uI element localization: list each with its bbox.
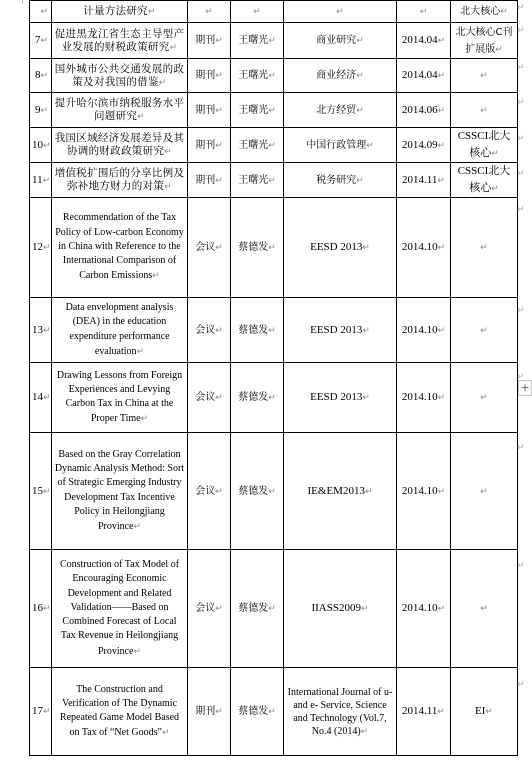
author-name-text: 蔡德发	[238, 324, 269, 336]
author-name	[231, 298, 284, 363]
paragraph-mark: ↵	[437, 104, 446, 115]
publication-type	[188, 668, 231, 756]
paragraph-mark: ↵	[480, 104, 488, 115]
venue-name-text: 商业经济	[316, 70, 357, 81]
table-row	[30, 1, 518, 23]
paragraph-mark: ↵	[336, 6, 344, 16]
publication-date	[397, 433, 451, 550]
venue-name	[284, 1, 397, 23]
row-index	[30, 668, 52, 756]
venue-name-text: 商业研究	[316, 35, 357, 46]
paragraph-mark: ↵	[437, 139, 446, 150]
table-row	[30, 198, 518, 298]
publication-type	[188, 550, 231, 668]
publication-date	[397, 59, 451, 93]
paper-title	[52, 59, 188, 93]
row-end-mark: ↵	[517, 2, 525, 12]
paper-title	[52, 298, 188, 363]
paragraph-mark: ↵	[215, 485, 223, 496]
paper-title	[52, 128, 188, 163]
paragraph-mark: ↵	[43, 485, 51, 496]
left-margin	[0, 0, 29, 766]
paragraph-mark: ↵	[480, 485, 488, 496]
venue-name-text: 北方经贸	[316, 104, 357, 116]
publication-date-text: 2014.10	[401, 484, 438, 497]
publication-type-text: 期刊	[195, 70, 216, 81]
paragraph-mark: ↵	[437, 174, 445, 185]
index-level-text: CSSCI北大核心	[457, 165, 511, 194]
paper-title-text: The Construction and Verification of The Dynamic Repeated Game Model Based on Tax of “Net Goods”	[59, 683, 180, 739]
paragraph-mark: ↵	[40, 70, 48, 80]
index-level	[451, 1, 518, 23]
paragraph-mark: ↵	[164, 181, 173, 191]
row-end-mark: ↵	[517, 305, 525, 315]
paragraph-mark: ↵	[164, 146, 173, 156]
paragraph-mark: ↵	[495, 43, 503, 54]
row-index-text: 17	[32, 705, 43, 717]
paper-title	[52, 433, 188, 550]
paragraph-mark: ↵	[205, 6, 213, 16]
paragraph-mark: ↵	[268, 392, 276, 402]
paragraph-mark: ↵	[356, 174, 364, 185]
author-name	[231, 433, 284, 550]
paragraph-mark: ↵	[480, 70, 488, 80]
author-name	[231, 668, 284, 756]
row-index-text: 10	[32, 138, 43, 151]
author-name	[231, 1, 284, 23]
author-name	[231, 93, 284, 128]
venue-name	[284, 59, 397, 93]
paper-title	[52, 93, 188, 128]
venue-name	[284, 550, 397, 668]
paper-title-text: Drawing Lessons from Foreign Experiences and Levying Carbon Tax in China at the Proper Time	[56, 369, 183, 425]
row-end-mark: ↵	[517, 168, 525, 178]
index-level-text: EI	[475, 705, 486, 717]
paragraph-mark: ↵	[43, 706, 51, 716]
paper-title	[52, 198, 188, 298]
paragraph-mark: ↵	[437, 242, 446, 252]
publication-date-text: 2014.10	[401, 602, 438, 614]
publication-type-text: 会议	[195, 603, 216, 614]
paragraph-mark: ↵	[437, 603, 446, 613]
paragraph-mark: ↵	[158, 76, 167, 87]
row-index-text: 8	[34, 69, 41, 81]
paragraph-mark: ↵	[133, 520, 142, 531]
paper-title-text: 国外城市公共交通发展的政策及对我国的借鉴	[54, 62, 185, 88]
venue-name	[284, 23, 397, 59]
author-name-text: 王曙光	[238, 174, 269, 186]
row-index-text: 12	[32, 241, 43, 253]
row-index	[30, 1, 52, 23]
paper-title-text: 计量方法研究	[83, 5, 148, 17]
row-end-mark: ↵	[517, 442, 525, 452]
paragraph-mark: ↵	[485, 706, 493, 716]
paragraph-mark: ↵	[215, 104, 223, 115]
paragraph-mark: ↵	[356, 104, 364, 115]
publication-table	[29, 0, 518, 756]
paragraph-mark: ↵	[43, 603, 51, 613]
paper-title-text: 促进黑龙江省生态主导型产业发展的财税政策研究	[54, 27, 185, 53]
publication-type-text: 会议	[195, 242, 216, 253]
author-name-text: 王曙光	[238, 139, 269, 151]
paper-title	[52, 668, 188, 756]
publication-date-text: 2014.06	[401, 103, 438, 116]
paragraph-mark: ↵	[169, 41, 178, 52]
paragraph-mark: ↵	[140, 413, 149, 424]
table-row	[30, 128, 518, 163]
author-name	[231, 163, 284, 198]
paragraph-mark: ↵	[491, 183, 499, 193]
author-name-text: 蔡德发	[238, 485, 269, 497]
paragraph-mark: ↵	[362, 392, 370, 402]
paragraph-mark: ↵	[40, 35, 48, 45]
paragraph-mark: ↵	[43, 139, 51, 150]
paragraph-mark: ↵	[491, 148, 499, 158]
publication-type-text: 期刊	[195, 706, 216, 717]
venue-name	[284, 433, 397, 550]
paragraph-mark: ↵	[500, 6, 508, 16]
paragraph-mark: ↵	[215, 35, 223, 45]
venue-name-text: International Journal of u- and e- Service, Science and Technology (Vol.7, No.4 (2014)	[287, 686, 393, 737]
paragraph-mark: ↵	[215, 70, 223, 80]
index-level	[451, 59, 518, 93]
paragraph-mark: ↵	[215, 603, 223, 613]
row-index-text: 9	[34, 103, 41, 116]
row-index	[30, 550, 52, 668]
paper-title-text: 增值税扩围后的分享比例及弥补地方财力的对策	[54, 167, 185, 192]
paragraph-mark: ↵	[437, 70, 446, 80]
row-index-text: 13	[32, 323, 43, 336]
publication-type-text: 期刊	[195, 35, 216, 46]
publication-date	[397, 198, 451, 298]
paragraph-mark: ↵	[364, 485, 373, 496]
paragraph-mark: ↵	[215, 139, 223, 150]
index-level	[451, 198, 518, 298]
venue-name-text: 税务研究	[316, 174, 357, 186]
page-corner-mark	[22, 0, 23, 4]
publication-type	[188, 298, 231, 363]
add-row-button[interactable]: +	[518, 380, 532, 396]
publication-date	[397, 1, 451, 23]
paragraph-mark: ↵	[437, 324, 446, 335]
publication-date	[397, 363, 451, 433]
row-index-text: 16	[32, 602, 43, 614]
paragraph-mark: ↵	[437, 392, 446, 402]
paragraph-mark: ↵	[215, 174, 223, 185]
paragraph-mark: ↵	[268, 242, 276, 252]
paragraph-mark: ↵	[253, 6, 261, 16]
paper-title	[52, 363, 188, 433]
author-name-text: 蔡德发	[238, 706, 269, 717]
row-index	[30, 23, 52, 59]
paragraph-mark: ↵	[215, 324, 223, 335]
table-row	[30, 298, 518, 363]
publication-type-text: 期刊	[195, 104, 216, 116]
paragraph-mark: ↵	[360, 603, 369, 613]
publication-date-text: 2014.04	[401, 34, 438, 46]
publication-date-text: 2014.10	[401, 391, 438, 403]
paragraph-mark: ↵	[362, 324, 370, 335]
publication-date	[397, 668, 451, 756]
publication-type	[188, 163, 231, 198]
publication-date-text: 2014.09	[401, 138, 438, 151]
row-end-mark: ↵	[517, 25, 525, 35]
paragraph-mark: ↵	[161, 727, 170, 738]
venue-name	[284, 668, 397, 756]
publication-type	[188, 93, 231, 128]
paragraph-mark: ↵	[40, 104, 48, 115]
publication-date-text: 2014.11	[402, 173, 438, 186]
table-row	[30, 93, 518, 128]
publication-date-text: 2014.04	[401, 69, 438, 81]
paragraph-mark: ↵	[215, 392, 223, 402]
publication-date	[397, 93, 451, 128]
index-level	[451, 128, 518, 163]
venue-name	[284, 363, 397, 433]
publication-type-text: 会议	[195, 392, 216, 403]
paragraph-mark: ↵	[43, 392, 51, 402]
venue-name	[284, 93, 397, 128]
paragraph-mark: ↵	[437, 35, 446, 45]
row-end-mark: ↵	[517, 97, 525, 107]
author-name-text: 王曙光	[238, 35, 269, 46]
paragraph-mark: ↵	[362, 242, 370, 252]
paragraph-mark: ↵	[147, 6, 156, 16]
paragraph-mark: ↵	[268, 139, 276, 150]
table-row	[30, 23, 518, 59]
publication-type-text: 会议	[195, 324, 216, 336]
venue-name-text: EESD 2013	[310, 391, 363, 403]
row-end-mark: ↵	[517, 204, 525, 214]
table-row	[30, 163, 518, 198]
publication-type-text: 会议	[195, 485, 216, 497]
paragraph-mark: ↵	[42, 174, 51, 185]
row-index-text: 11	[32, 173, 43, 186]
venue-name-text: IIASS2009	[311, 602, 361, 614]
index-level	[451, 298, 518, 363]
publication-date-text: 2014.10	[401, 323, 438, 336]
publication-date	[397, 298, 451, 363]
index-level	[451, 550, 518, 668]
paper-title-text: Recommendation of the Tax Policy of Low-carbon Economy in China with Reference to the International Comparison of Carbon Emissions	[55, 212, 184, 282]
venue-name-text: IE&EM2013	[307, 484, 365, 497]
row-index	[30, 93, 52, 128]
row-index	[30, 298, 52, 363]
author-name-text: 蔡德发	[238, 392, 269, 403]
row-end-mark: ↵	[517, 679, 525, 689]
row-index	[30, 198, 52, 298]
paper-title-text: Construction of Tax Model of Encouraging Economic Development and Related Validation——Based on Combined Forecast of Local Tax Revenue in Heilongjiang Province	[59, 559, 180, 657]
venue-name-text: EESD 2013	[310, 323, 363, 336]
publication-type	[188, 59, 231, 93]
author-name-text: 蔡德发	[238, 242, 269, 253]
row-end-mark: ↵	[517, 560, 525, 570]
row-end-mark: ↵	[517, 133, 525, 143]
paragraph-mark: ↵	[43, 242, 51, 252]
row-end-mark: ↵	[517, 371, 525, 381]
paper-title	[52, 550, 188, 668]
author-name-text: 蔡德发	[238, 603, 269, 614]
paragraph-mark: ↵	[268, 485, 276, 496]
index-level-text: CSSCI北大核心	[457, 130, 511, 159]
publication-type	[188, 433, 231, 550]
author-name	[231, 128, 284, 163]
paper-title-text: 提升哈尔滨市纳税服务水平问题研究	[54, 97, 185, 122]
venue-name	[284, 298, 397, 363]
publication-date	[397, 23, 451, 59]
publication-type	[188, 128, 231, 163]
table-row	[30, 550, 518, 668]
table-row	[30, 59, 518, 93]
index-level	[451, 93, 518, 128]
author-name	[231, 363, 284, 433]
paragraph-mark: ↵	[136, 345, 145, 356]
paper-title-text: Data envelopment analysis (DEA) in the education expenditure performance evaluation	[65, 302, 174, 357]
paragraph-mark: ↵	[480, 242, 488, 252]
index-level	[451, 23, 518, 59]
row-index-text: 7	[34, 34, 41, 46]
author-name	[231, 59, 284, 93]
row-index-text: 14	[32, 391, 43, 403]
publication-type	[188, 23, 231, 59]
paragraph-mark: ↵	[43, 324, 51, 335]
paragraph-mark: ↵	[480, 603, 488, 613]
index-level-text: 北大核心	[460, 6, 501, 17]
paper-title-text: Based on the Gray Correlation Dynamic Analysis Method: Sort of Strategic Emerging Industry Development Tax Incentive Policy in Heilongjiang Province	[54, 448, 185, 532]
table-row	[30, 363, 518, 433]
author-name-text: 王曙光	[238, 104, 269, 116]
publication-type-text: 期刊	[195, 139, 216, 151]
publication-type-text: 期刊	[195, 174, 216, 186]
paragraph-mark: ↵	[268, 104, 276, 115]
row-index	[30, 128, 52, 163]
index-level	[451, 363, 518, 433]
index-level	[451, 668, 518, 756]
row-index	[30, 59, 52, 93]
paper-title	[52, 1, 188, 23]
paragraph-mark: ↵	[215, 242, 223, 252]
paragraph-mark: ↵	[356, 35, 364, 45]
paragraph-mark: ↵	[419, 6, 428, 16]
index-level	[451, 433, 518, 550]
publication-date	[397, 163, 451, 198]
row-index	[30, 163, 52, 198]
publication-type	[188, 198, 231, 298]
paragraph-mark: ↵	[356, 70, 364, 80]
publication-date	[397, 128, 451, 163]
row-index-text: 15	[32, 484, 43, 497]
publication-date-text: 2014.10	[401, 241, 438, 253]
paragraph-mark: ↵	[437, 485, 446, 496]
publication-date	[397, 550, 451, 668]
venue-name	[284, 163, 397, 198]
paragraph-mark: ↵	[133, 645, 142, 656]
paper-title	[52, 163, 188, 198]
publication-type	[188, 1, 231, 23]
paragraph-mark: ↵	[268, 35, 276, 45]
paper-title-text: 我国区域经济发展差异及其协调的财政政策研究	[54, 132, 185, 157]
author-name-text: 王曙光	[238, 70, 269, 81]
row-end-mark: ↵	[517, 62, 525, 72]
paragraph-mark: ↵	[437, 706, 445, 716]
paragraph-mark: ↵	[480, 392, 488, 402]
paragraph-mark: ↵	[480, 324, 488, 335]
paragraph-mark: ↵	[366, 139, 374, 150]
publication-type	[188, 363, 231, 433]
paragraph-mark: ↵	[360, 725, 369, 736]
venue-name-text: 中国行政管理	[306, 139, 367, 151]
author-name	[231, 23, 284, 59]
venue-name	[284, 198, 397, 298]
index-level	[451, 163, 518, 198]
table-body	[30, 1, 518, 756]
paragraph-mark: ↵	[215, 706, 223, 716]
row-index	[30, 433, 52, 550]
paragraph-mark: ↵	[137, 111, 146, 121]
publication-date-text: 2014.11	[402, 705, 438, 717]
paragraph-mark: ↵	[268, 603, 276, 613]
row-index	[30, 363, 52, 433]
table-row	[30, 668, 518, 756]
paragraph-mark: ↵	[268, 70, 276, 80]
venue-name	[284, 128, 397, 163]
table-row	[30, 433, 518, 550]
paragraph-mark: ↵	[40, 6, 48, 16]
paper-title	[52, 23, 188, 59]
author-name	[231, 550, 284, 668]
paragraph-mark: ↵	[152, 270, 160, 281]
author-name	[231, 198, 284, 298]
paragraph-mark: ↵	[268, 706, 276, 716]
venue-name-text: EESD 2013	[310, 241, 363, 253]
index-level-text: 北大核心C刊扩展版	[455, 26, 513, 55]
paragraph-mark: ↵	[268, 174, 276, 185]
paragraph-mark: ↵	[268, 324, 276, 335]
